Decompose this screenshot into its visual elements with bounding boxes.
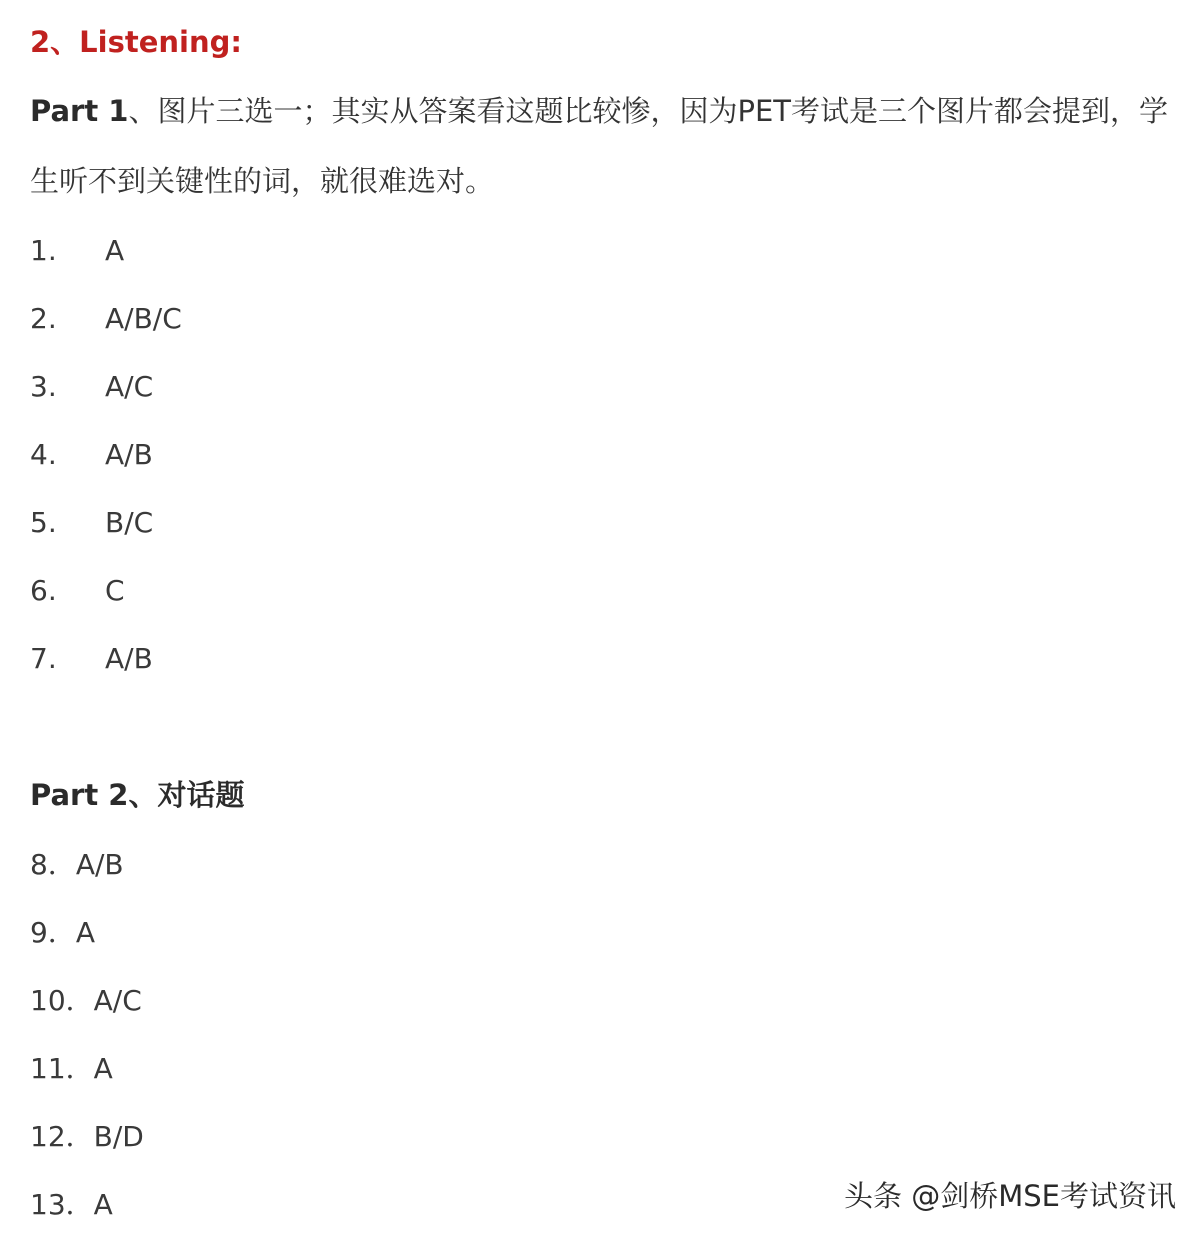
list-item: 11．A [30,1052,113,1085]
part2-answer-list [30,831,144,1239]
list-item [30,557,182,625]
answer-value: A/B [105,642,153,675]
answer-number: 6. [30,574,57,607]
answer-value: A [105,234,125,267]
answer-value: A/B/C [105,302,182,335]
answer-number: 4. [30,438,57,471]
answer-number: 7. [30,642,57,675]
list-item: 13．A [30,1188,113,1221]
list-item [30,217,182,285]
answer-number: 5. [30,506,57,539]
list-item [30,353,182,421]
answer-value: A/B [105,438,153,471]
section-heading: 2、Listening: [30,25,242,59]
answer-number: 1. [30,234,57,267]
answer-value: C [105,574,125,607]
list-item: 8．A/B [30,848,124,881]
watermark: 头条 @剑桥MSE考试资讯 [844,1179,1176,1213]
part1-paragraph [30,76,1190,216]
part1-title: Part 1 [30,94,129,128]
answer-value: A/C [105,370,154,403]
part2-title: Part 2、对话题 [30,778,245,812]
part1-description: 、图片三选一；其实从答案看这题比较惨，因为PET考试是三个图片都会提到，学生听不到关键性的词，就很难选对。 [30,94,1169,198]
list-item [30,625,182,693]
list-item: 12．B/D [30,1120,144,1153]
list-item: 10．A/C [30,984,142,1017]
list-item: 9．A [30,916,95,949]
part1-answer-list [30,217,182,693]
part2-heading [30,760,244,830]
list-item [30,489,182,557]
answer-number: 3. [30,370,57,403]
list-item [30,285,182,353]
answer-value: B/C [105,506,154,539]
answer-number: 2. [30,302,57,335]
list-item [30,421,182,489]
